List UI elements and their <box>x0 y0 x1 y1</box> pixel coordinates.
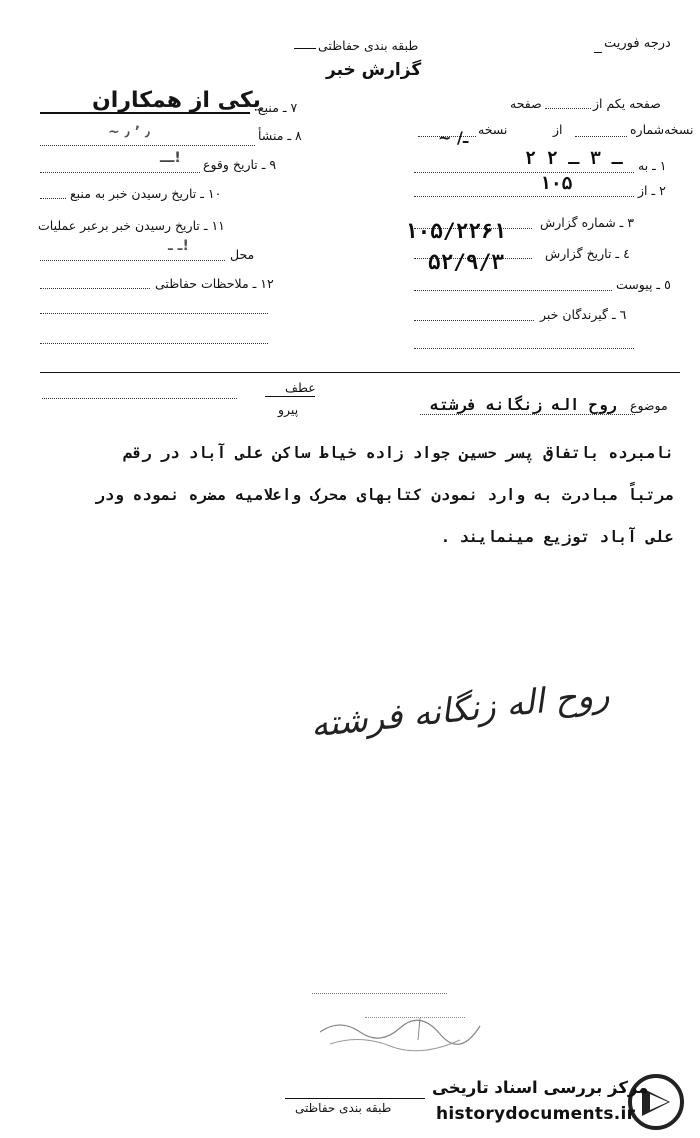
copy-scribble: ~ /ـ <box>438 128 469 147</box>
body-line-1: نامبرده باتفاق پسر حسین جواد زاده خیاط ساکن علی آباد در رقم <box>123 444 674 462</box>
field-12-label: ۱۲ ـ ملاحظات حفاظتی <box>155 276 274 291</box>
field-2-line <box>414 196 634 197</box>
source-strike <box>40 112 250 114</box>
field-2-label: ۲ ـ از <box>638 183 666 198</box>
copy-line-2 <box>575 136 627 137</box>
classification-top: طبقه بندی حفاظتی <box>318 38 419 53</box>
field-12-line-2 <box>40 313 268 314</box>
peyro-label: پیرو <box>278 402 299 417</box>
field-5-label: ٥ ـ پیوست <box>616 277 671 292</box>
field-12-line <box>40 288 150 289</box>
place-line <box>40 260 225 261</box>
subject-label: موضوع <box>630 398 668 413</box>
copy-suffix: نسخه <box>478 122 508 137</box>
field-9-scribble: ـ‌ــ! <box>160 150 181 166</box>
footer-line <box>285 1098 425 1099</box>
field-1-value: ۲ ـ ۳ ـ ۲ <box>525 148 623 169</box>
body-line-2: مرتباً مبادرت به وارد نمودن کتابهای محرک واعلامیه مضره نموده ودر <box>95 486 674 504</box>
field-9-label: ۹ ـ تاریخ وقوع <box>203 157 277 172</box>
source-handwritten: یکی از همکاران <box>92 88 261 113</box>
field-8-line <box>40 145 255 146</box>
report-number-value: ۱۰۵/۲۲۶۱ <box>405 219 507 243</box>
field-12-line-3 <box>40 343 268 344</box>
field-6-label: ٦ ـ گیرندگان خبر <box>540 307 627 322</box>
page-of-label: صفحه یکم از <box>593 96 661 111</box>
field-1-line <box>414 172 634 173</box>
field-10-line <box>40 198 66 199</box>
ref-line <box>42 398 237 399</box>
field-7-label: ۷ ـ منبع <box>258 100 298 115</box>
field-5-line <box>414 290 612 291</box>
field-4-label: ٤ ـ تاریخ گزارش <box>545 246 630 261</box>
copy-from: از <box>553 122 563 137</box>
field-8-label: ۸ ـ منشأ <box>258 128 302 143</box>
subject-line <box>420 414 635 415</box>
form-title: گزارش خبر <box>326 60 422 80</box>
atf-label: عطف <box>285 380 316 395</box>
subject-value: روح اله زنگانه فرشته <box>430 396 617 414</box>
handwritten-signature: روح اله زنگانه فرشته <box>308 674 612 746</box>
field-10-label: ۱۰ ـ تاریخ رسیدن خبر به منبع <box>70 186 222 201</box>
field-9-line <box>40 172 200 173</box>
body-line-3: علی آباد توزیع مینمایند . <box>440 528 674 546</box>
field-2-value: ۱۰۵ <box>540 173 573 194</box>
field-8-scribble: ~ ٫ ٬ ٫ <box>108 124 151 140</box>
copy-no-label: نسخه‌شماره <box>630 122 694 137</box>
place-scribble: ـ ـ! <box>168 238 189 254</box>
report-date-value: ۵۲/۹/۳ <box>428 250 504 274</box>
field-1-label: ۱ ـ به <box>638 158 667 173</box>
field-6-line-2 <box>414 348 634 349</box>
place-label: محل <box>230 247 255 262</box>
footer-classification: طبقه بندی حفاظتی <box>295 1101 392 1115</box>
urgency-label: درجه فوریت <box>604 36 671 51</box>
watermark-url[interactable]: historydocuments.ir <box>436 1104 636 1124</box>
classification-dash <box>294 48 316 49</box>
field-6-line <box>414 320 534 321</box>
urgency-dash <box>594 52 602 53</box>
page-line <box>545 108 591 109</box>
atf-peyro-divider <box>265 396 315 397</box>
faint-stamp-scribble <box>300 1000 500 1060</box>
page-suffix: صفحه <box>510 96 542 111</box>
faint-line-1 <box>312 993 447 994</box>
field-3-label: ۳ ـ شماره گزارش <box>540 215 635 230</box>
section-separator <box>40 372 680 373</box>
field-11-label: ۱۱ ـ تاریخ رسیدن خبر برعبر عملیات <box>38 218 225 233</box>
watermark-org: مرکز بررسی اسناد تاریخی <box>432 1078 649 1097</box>
